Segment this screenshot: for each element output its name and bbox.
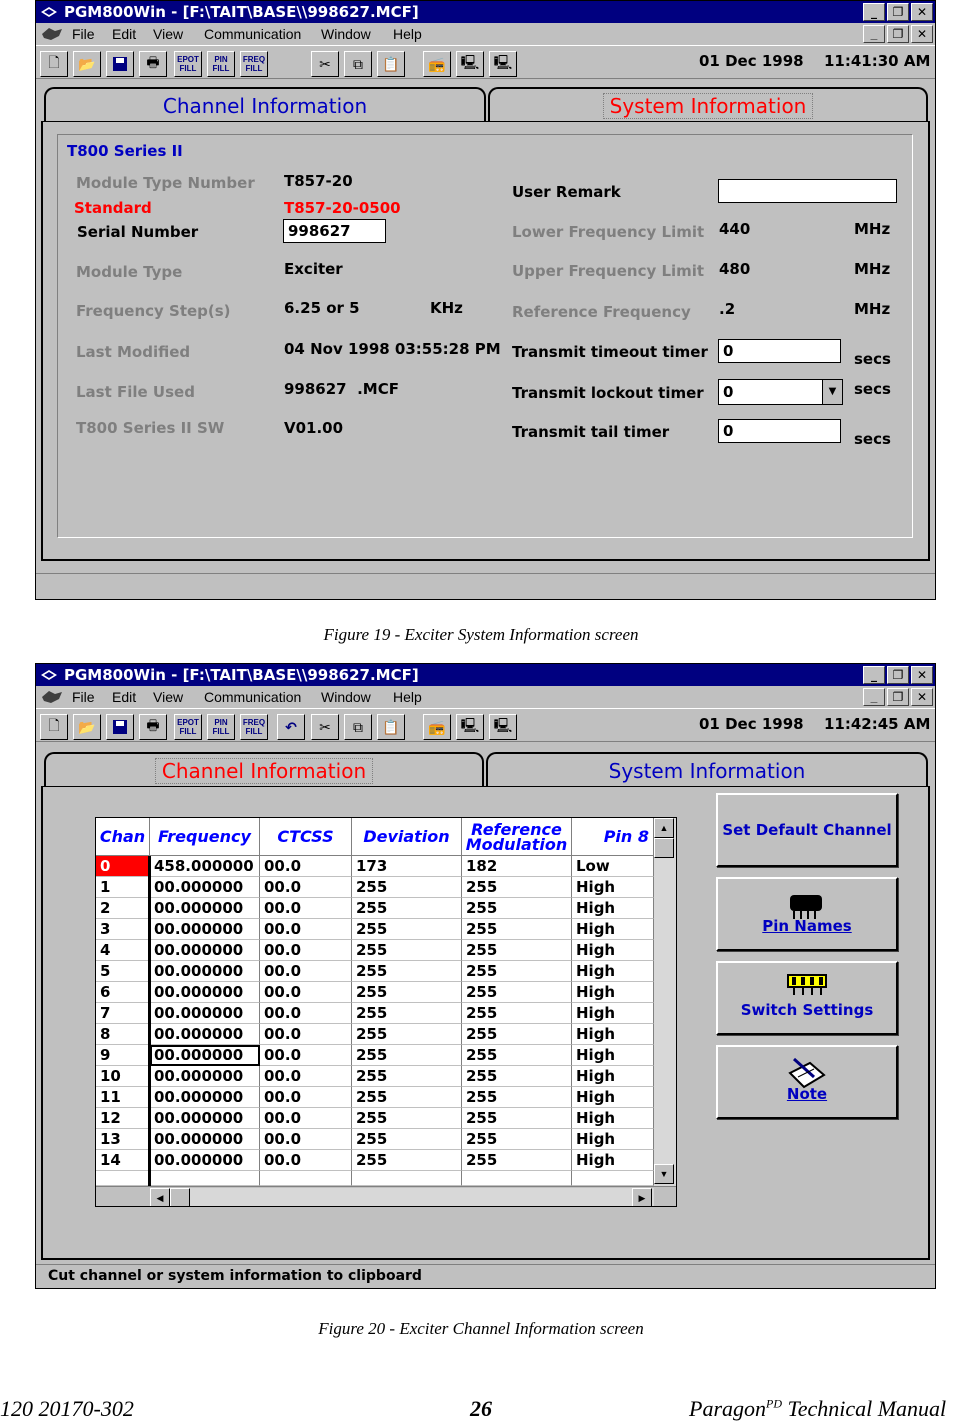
cell-chan[interactable]: 1 bbox=[96, 877, 150, 898]
system-info-panel bbox=[41, 121, 930, 561]
cell-reference-modulation[interactable]: 255 bbox=[462, 1003, 572, 1024]
system-menu-icon[interactable] bbox=[40, 669, 58, 681]
epot-fill-button[interactable]: EPOT FILL bbox=[174, 714, 202, 740]
cell-ctcss[interactable]: 00.0 bbox=[260, 961, 352, 982]
cell-chan[interactable]: 10 bbox=[96, 1066, 150, 1087]
date-display: 01 Dec 1998 bbox=[699, 52, 804, 70]
switch-settings-button[interactable]: Switch Settings bbox=[716, 961, 898, 1035]
tab-system-information[interactable]: System Information bbox=[488, 87, 928, 123]
clipboard-icon: 📋 bbox=[382, 55, 400, 72]
module-type-label: Module Type bbox=[76, 263, 183, 281]
menu-window[interactable]: Window bbox=[321, 689, 371, 705]
window-title: PGM800Win - [F:\TAIT\BASE\\998627.MCF] bbox=[64, 666, 419, 684]
cell-pin-8[interactable]: High bbox=[572, 940, 654, 961]
open-folder-icon: 📂 bbox=[78, 55, 96, 72]
cell-chan[interactable]: 9 bbox=[96, 1045, 150, 1066]
cut-button[interactable] bbox=[311, 51, 339, 77]
radio-button[interactable] bbox=[423, 51, 451, 77]
date-display: 01 Dec 1998 bbox=[699, 715, 804, 733]
horizontal-scrollbar-area bbox=[96, 1186, 676, 1207]
mdi-close-button[interactable]: ✕ bbox=[911, 25, 933, 43]
upper-frequency-limit-value: 480 bbox=[719, 260, 751, 278]
dip-switch-icon bbox=[784, 971, 830, 999]
cell-chan[interactable]: 13 bbox=[96, 1129, 150, 1150]
cell-reference-modulation[interactable]: 255 bbox=[462, 1129, 572, 1150]
cell-frequency[interactable]: 00.000000 bbox=[150, 1066, 260, 1087]
figure-19-caption: Figure 19 - Exciter System Information screen bbox=[323, 625, 639, 644]
channel-grid bbox=[95, 817, 677, 1207]
computer-download-icon: 🖳 bbox=[460, 54, 480, 70]
menu-view[interactable]: View bbox=[153, 26, 184, 42]
cell-ctcss[interactable]: 00.0 bbox=[260, 1024, 352, 1045]
cell-deviation[interactable]: 255 bbox=[352, 1066, 462, 1087]
sw-version-label: T800 Series II SW bbox=[76, 419, 225, 437]
cell-deviation[interactable]: 255 bbox=[352, 1150, 462, 1171]
cell-chan[interactable]: 4 bbox=[96, 940, 150, 961]
transmit-timeout-label: Transmit timeout timer bbox=[512, 343, 708, 361]
vertical-scrollbar[interactable] bbox=[654, 818, 676, 1186]
new-file-icon: 🗋 bbox=[48, 54, 60, 70]
cell-frequency[interactable]: 00.000000 bbox=[150, 940, 260, 961]
grid-empty-cell bbox=[572, 1171, 654, 1186]
cell-reference-modulation[interactable]: 255 bbox=[462, 982, 572, 1003]
cell-deviation[interactable]: 255 bbox=[352, 940, 462, 961]
print-button[interactable] bbox=[139, 714, 167, 740]
menu-view[interactable]: View bbox=[153, 689, 184, 705]
cell-ctcss[interactable]: 00.0 bbox=[260, 940, 352, 961]
cell-frequency[interactable]: 00.000000 bbox=[150, 1045, 260, 1066]
reference-frequency-value: .2 bbox=[719, 300, 736, 318]
printer-icon: 🖶 bbox=[146, 717, 160, 733]
scroll-down-button[interactable]: ▼ bbox=[654, 1164, 674, 1184]
radio-icon: 📻 bbox=[428, 718, 446, 735]
column-header-reference-modulation[interactable]: Reference Modulation bbox=[462, 818, 572, 856]
menu-communication[interactable]: Communication bbox=[204, 26, 302, 42]
freq-fill-button[interactable]: FREQ FILL bbox=[240, 714, 268, 740]
last-file-used-label: Last File Used bbox=[76, 383, 195, 401]
paste-button[interactable] bbox=[377, 51, 405, 77]
cell-deviation[interactable]: 255 bbox=[352, 961, 462, 982]
cell-reference-modulation[interactable]: 255 bbox=[462, 961, 572, 982]
reference-frequency-label: Reference Frequency bbox=[512, 303, 691, 321]
cell-pin-8[interactable]: High bbox=[572, 877, 654, 898]
channel-info-panel bbox=[41, 786, 930, 1260]
read-radio-button[interactable] bbox=[456, 51, 484, 77]
cell-reference-modulation[interactable]: 255 bbox=[462, 940, 572, 961]
cell-ctcss[interactable]: 00.0 bbox=[260, 1003, 352, 1024]
frequency-step-label: Frequency Step(s) bbox=[76, 302, 231, 320]
restore-button[interactable]: ❐ bbox=[887, 666, 909, 684]
cell-pin-8[interactable]: High bbox=[572, 1045, 654, 1066]
cell-pin-8[interactable]: High bbox=[572, 1129, 654, 1150]
cell-deviation[interactable]: 255 bbox=[352, 1003, 462, 1024]
document-icon[interactable] bbox=[41, 690, 63, 704]
cell-pin-8[interactable]: High bbox=[572, 919, 654, 940]
cell-chan[interactable]: 8 bbox=[96, 1024, 150, 1045]
fig19-window bbox=[35, 0, 936, 600]
computer-upload-icon: 🖳 bbox=[493, 54, 513, 70]
cell-deviation[interactable]: 255 bbox=[352, 1024, 462, 1045]
cell-pin-8[interactable]: High bbox=[572, 898, 654, 919]
cell-reference-modulation[interactable]: 255 bbox=[462, 1045, 572, 1066]
hscroll-thumb[interactable] bbox=[170, 1188, 190, 1207]
cell-frequency[interactable]: 00.000000 bbox=[150, 961, 260, 982]
time-display: 11:41:30 AM bbox=[824, 52, 931, 70]
cut-button[interactable] bbox=[311, 714, 339, 740]
transmit-timeout-input[interactable]: 0 bbox=[718, 339, 841, 363]
open-folder-icon: 📂 bbox=[78, 718, 96, 735]
save-icon bbox=[112, 56, 128, 72]
open-file-button[interactable] bbox=[73, 714, 101, 740]
new-file-button[interactable] bbox=[40, 714, 68, 740]
cell-deviation[interactable]: 255 bbox=[352, 1129, 462, 1150]
module-type-number-label: Module Type Number bbox=[76, 174, 255, 192]
cell-reference-modulation[interactable]: 255 bbox=[462, 898, 572, 919]
close-button[interactable]: ✕ bbox=[911, 666, 933, 684]
program-radio-button[interactable] bbox=[489, 714, 517, 740]
cell-chan[interactable]: 5 bbox=[96, 961, 150, 982]
cell-pin-8[interactable]: High bbox=[572, 1003, 654, 1024]
scissors-icon: ✂ bbox=[319, 718, 331, 735]
chip-icon bbox=[784, 887, 830, 921]
cell-deviation[interactable]: 173 bbox=[352, 856, 462, 877]
cell-deviation[interactable]: 255 bbox=[352, 1108, 462, 1129]
cell-pin-8[interactable]: High bbox=[572, 1024, 654, 1045]
menu-edit[interactable]: Edit bbox=[112, 689, 137, 705]
cell-reference-modulation[interactable]: 255 bbox=[462, 1150, 572, 1171]
cell-ctcss[interactable]: 00.0 bbox=[260, 856, 352, 877]
standard-label: Standard bbox=[74, 199, 152, 217]
fig20-window bbox=[35, 663, 936, 1289]
transmit-tail-label: Transmit tail timer bbox=[512, 423, 670, 441]
open-file-button[interactable] bbox=[73, 51, 101, 77]
printer-icon: 🖶 bbox=[146, 54, 160, 70]
system-menu-icon[interactable] bbox=[40, 6, 58, 18]
cell-reference-modulation[interactable]: 255 bbox=[462, 877, 572, 898]
fig19-titlebar bbox=[36, 1, 935, 23]
cell-chan[interactable]: 11 bbox=[96, 1087, 150, 1108]
mdi-minimize-button[interactable]: _ bbox=[863, 25, 885, 43]
upper-frequency-limit-unit: MHz bbox=[854, 260, 891, 278]
cell-reference-modulation[interactable]: 255 bbox=[462, 1087, 572, 1108]
fig20-titlebar bbox=[36, 664, 935, 686]
last-file-used-value: 998627 .MCF bbox=[284, 380, 399, 398]
pin-fill-button[interactable]: PIN FILL bbox=[207, 51, 235, 77]
menu-window[interactable]: Window bbox=[321, 26, 371, 42]
mdi-close-button[interactable]: ✕ bbox=[911, 688, 933, 706]
cell-frequency[interactable]: 00.000000 bbox=[150, 1003, 260, 1024]
note-button[interactable]: Note bbox=[716, 1045, 898, 1119]
copy-icon: ⧉ bbox=[353, 718, 363, 735]
cell-ctcss[interactable]: 00.0 bbox=[260, 1066, 352, 1087]
cell-ctcss[interactable]: 00.0 bbox=[260, 1150, 352, 1171]
transmit-tail-unit: secs bbox=[854, 430, 891, 448]
menu-bar bbox=[36, 23, 935, 45]
serial-number-input[interactable]: 998627 bbox=[283, 219, 386, 243]
lower-frequency-limit-label: Lower Frequency Limit bbox=[512, 223, 705, 241]
cell-chan[interactable]: 2 bbox=[96, 898, 150, 919]
cell-deviation[interactable]: 255 bbox=[352, 982, 462, 1003]
dropdown-arrow-icon[interactable]: ▼ bbox=[822, 380, 842, 404]
cell-ctcss[interactable]: 00.0 bbox=[260, 919, 352, 940]
print-button[interactable] bbox=[139, 51, 167, 77]
scroll-thumb[interactable] bbox=[654, 838, 674, 858]
mdi-minimize-button[interactable]: _ bbox=[863, 688, 885, 706]
program-radio-button[interactable] bbox=[489, 51, 517, 77]
cell-ctcss[interactable]: 00.0 bbox=[260, 877, 352, 898]
grid-empty-cell bbox=[96, 1171, 150, 1186]
module-type-number-value: T857-20 bbox=[284, 172, 353, 190]
lower-frequency-limit-value: 440 bbox=[719, 220, 751, 238]
save-button[interactable] bbox=[106, 51, 134, 77]
column-header-frequency[interactable]: Frequency bbox=[150, 818, 260, 856]
toolbar bbox=[36, 708, 935, 742]
cell-ctcss[interactable]: 00.0 bbox=[260, 1087, 352, 1108]
minimize-button[interactable]: _ bbox=[863, 666, 885, 684]
new-file-icon: 🗋 bbox=[48, 717, 60, 733]
row-selector-divider bbox=[148, 856, 151, 1207]
cell-reference-modulation[interactable]: 255 bbox=[462, 1024, 572, 1045]
transmit-lockout-label: Transmit lockout timer bbox=[512, 384, 704, 402]
copy-button[interactable] bbox=[344, 51, 372, 77]
cell-chan[interactable]: 12 bbox=[96, 1108, 150, 1129]
manual-title: Paragon$^{PD}$ Technical Manual bbox=[689, 1396, 947, 1421]
grid-empty-cell bbox=[150, 1171, 260, 1186]
serial-number-label: Serial Number bbox=[77, 223, 199, 241]
status-bar bbox=[36, 573, 935, 599]
cell-frequency[interactable]: 00.000000 bbox=[150, 1024, 260, 1045]
transmit-lockout-select[interactable]: 0 ▼ bbox=[718, 379, 843, 405]
transmit-timeout-unit: secs bbox=[854, 350, 891, 368]
cell-pin-8[interactable]: High bbox=[572, 1066, 654, 1087]
column-header-deviation[interactable]: Deviation bbox=[352, 818, 462, 856]
cell-frequency[interactable]: 458.000000 bbox=[150, 856, 260, 877]
cell-pin-8[interactable]: High bbox=[572, 1087, 654, 1108]
column-header-ctcss[interactable]: CTCSS bbox=[260, 818, 352, 856]
copy-button[interactable] bbox=[344, 714, 372, 740]
minimize-button[interactable]: _ bbox=[863, 3, 885, 21]
pin-fill-button[interactable]: PIN FILL bbox=[207, 714, 235, 740]
cell-chan[interactable]: 7 bbox=[96, 1003, 150, 1024]
restore-button[interactable]: ❐ bbox=[887, 3, 909, 21]
grid-empty-cell bbox=[462, 1171, 572, 1186]
menu-edit[interactable]: Edit bbox=[112, 26, 137, 42]
menu-file[interactable]: File bbox=[72, 26, 95, 42]
module-type-value: Exciter bbox=[284, 260, 343, 278]
cell-reference-modulation[interactable]: 182 bbox=[462, 856, 572, 877]
cell-deviation[interactable]: 255 bbox=[352, 877, 462, 898]
menu-file[interactable]: File bbox=[72, 689, 95, 705]
epot-fill-button[interactable]: EPOT FILL bbox=[174, 51, 202, 77]
transmit-lockout-unit: secs bbox=[854, 380, 891, 398]
cell-deviation[interactable]: 255 bbox=[352, 898, 462, 919]
cell-frequency[interactable]: 00.000000 bbox=[150, 982, 260, 1003]
cell-ctcss[interactable]: 00.0 bbox=[260, 1129, 352, 1150]
cell-pin-8[interactable]: High bbox=[572, 1150, 654, 1171]
cell-frequency[interactable]: 00.000000 bbox=[150, 1150, 260, 1171]
cell-frequency[interactable]: 00.000000 bbox=[150, 1087, 260, 1108]
undo-button[interactable] bbox=[277, 714, 305, 740]
last-modified-value: 04 Nov 1998 03:55:28 PM bbox=[284, 340, 501, 358]
cell-chan[interactable]: 3 bbox=[96, 919, 150, 940]
close-button[interactable]: ✕ bbox=[911, 3, 933, 21]
cell-frequency[interactable]: 00.000000 bbox=[150, 919, 260, 940]
new-file-button[interactable] bbox=[40, 51, 68, 77]
radio-icon: 📻 bbox=[428, 55, 446, 72]
cell-frequency[interactable]: 00.000000 bbox=[150, 1129, 260, 1150]
cell-reference-modulation[interactable]: 255 bbox=[462, 919, 572, 940]
frequency-step-unit: KHz bbox=[430, 299, 463, 317]
paste-button[interactable] bbox=[377, 714, 405, 740]
frequency-step-value: 6.25 or 5 bbox=[284, 299, 360, 317]
upper-frequency-limit-label: Upper Frequency Limit bbox=[512, 262, 705, 280]
document-icon[interactable] bbox=[41, 27, 63, 41]
sw-version-value: V01.00 bbox=[284, 419, 344, 437]
column-header-pin-8[interactable]: Pin 8 bbox=[572, 818, 654, 856]
menu-communication[interactable]: Communication bbox=[204, 689, 302, 705]
cell-pin-8[interactable]: Low bbox=[572, 856, 654, 877]
scroll-right-button[interactable]: ▶ bbox=[632, 1188, 652, 1207]
last-modified-label: Last Modified bbox=[76, 343, 191, 361]
page-number: 26 bbox=[470, 1396, 492, 1421]
cell-frequency[interactable]: 00.000000 bbox=[150, 1108, 260, 1129]
menu-bar bbox=[36, 686, 935, 708]
set-default-channel-button[interactable]: Set Default Channel bbox=[716, 793, 898, 867]
cell-ctcss[interactable]: 00.0 bbox=[260, 898, 352, 919]
lower-frequency-limit-unit: MHz bbox=[854, 220, 891, 238]
group-title: T800 Series II bbox=[67, 142, 183, 160]
column-header-chan[interactable]: Chan bbox=[96, 818, 150, 856]
cell-ctcss[interactable]: 00.0 bbox=[260, 1108, 352, 1129]
cell-frequency[interactable]: 00.000000 bbox=[150, 877, 260, 898]
cell-ctcss[interactable]: 00.0 bbox=[260, 1045, 352, 1066]
menu-help[interactable]: Help bbox=[393, 26, 422, 42]
cell-frequency[interactable]: 00.000000 bbox=[150, 898, 260, 919]
mdi-restore-button[interactable]: ❐ bbox=[887, 25, 909, 43]
cell-pin-8[interactable]: High bbox=[572, 961, 654, 982]
grid-empty-cell bbox=[260, 1171, 352, 1186]
tab-channel-information[interactable]: Channel Information bbox=[44, 87, 486, 123]
cell-deviation[interactable]: 255 bbox=[352, 1087, 462, 1108]
scissors-icon: ✂ bbox=[319, 55, 331, 72]
save-icon bbox=[112, 719, 128, 735]
menu-help[interactable]: Help bbox=[393, 689, 422, 705]
mdi-restore-button[interactable]: ❐ bbox=[887, 688, 909, 706]
copy-icon: ⧉ bbox=[353, 55, 363, 72]
doc-number: 120 20170-302 bbox=[0, 1396, 134, 1421]
transmit-tail-input[interactable]: 0 bbox=[718, 419, 841, 443]
standard-value: T857-20-0500 bbox=[284, 199, 401, 217]
computer-upload-icon: 🖳 bbox=[493, 717, 513, 733]
radio-button[interactable] bbox=[423, 714, 451, 740]
cell-chan[interactable]: 0 bbox=[96, 856, 150, 877]
pin-names-button[interactable]: Pin Names bbox=[716, 877, 898, 951]
cell-chan[interactable]: 6 bbox=[96, 982, 150, 1003]
user-remark-input[interactable] bbox=[718, 179, 897, 203]
undo-icon: ↶ bbox=[285, 718, 297, 735]
window-title: PGM800Win - [F:\TAIT\BASE\\998627.MCF] bbox=[64, 3, 419, 21]
cell-deviation[interactable]: 255 bbox=[352, 1045, 462, 1066]
tab-system-information[interactable]: System Information bbox=[486, 752, 928, 788]
computer-download-icon: 🖳 bbox=[460, 717, 480, 733]
status-bar: Cut channel or system information to clipboard bbox=[36, 1264, 935, 1288]
user-remark-label: User Remark bbox=[512, 183, 621, 201]
cell-ctcss[interactable]: 00.0 bbox=[260, 982, 352, 1003]
save-button[interactable] bbox=[106, 714, 134, 740]
read-radio-button[interactable] bbox=[456, 714, 484, 740]
scroll-up-button[interactable]: ▲ bbox=[654, 818, 674, 838]
cell-reference-modulation[interactable]: 255 bbox=[462, 1108, 572, 1129]
reference-frequency-unit: MHz bbox=[854, 300, 891, 318]
figure-20-caption: Figure 20 - Exciter Channel Information screen bbox=[318, 1319, 644, 1338]
cell-reference-modulation[interactable]: 255 bbox=[462, 1066, 572, 1087]
cell-chan[interactable]: 14 bbox=[96, 1150, 150, 1171]
cell-deviation[interactable]: 255 bbox=[352, 919, 462, 940]
toolbar bbox=[36, 45, 935, 79]
grid-empty-cell bbox=[352, 1171, 462, 1186]
clipboard-icon: 📋 bbox=[382, 718, 400, 735]
freq-fill-button[interactable]: FREQ FILL bbox=[240, 51, 268, 77]
scroll-left-button[interactable]: ◀ bbox=[150, 1188, 170, 1207]
tab-channel-information[interactable]: Channel Information bbox=[44, 752, 484, 788]
time-display: 11:42:45 AM bbox=[824, 715, 931, 733]
cell-pin-8[interactable]: High bbox=[572, 982, 654, 1003]
horizontal-scrollbar[interactable] bbox=[150, 1188, 654, 1207]
cell-pin-8[interactable]: High bbox=[572, 1108, 654, 1129]
